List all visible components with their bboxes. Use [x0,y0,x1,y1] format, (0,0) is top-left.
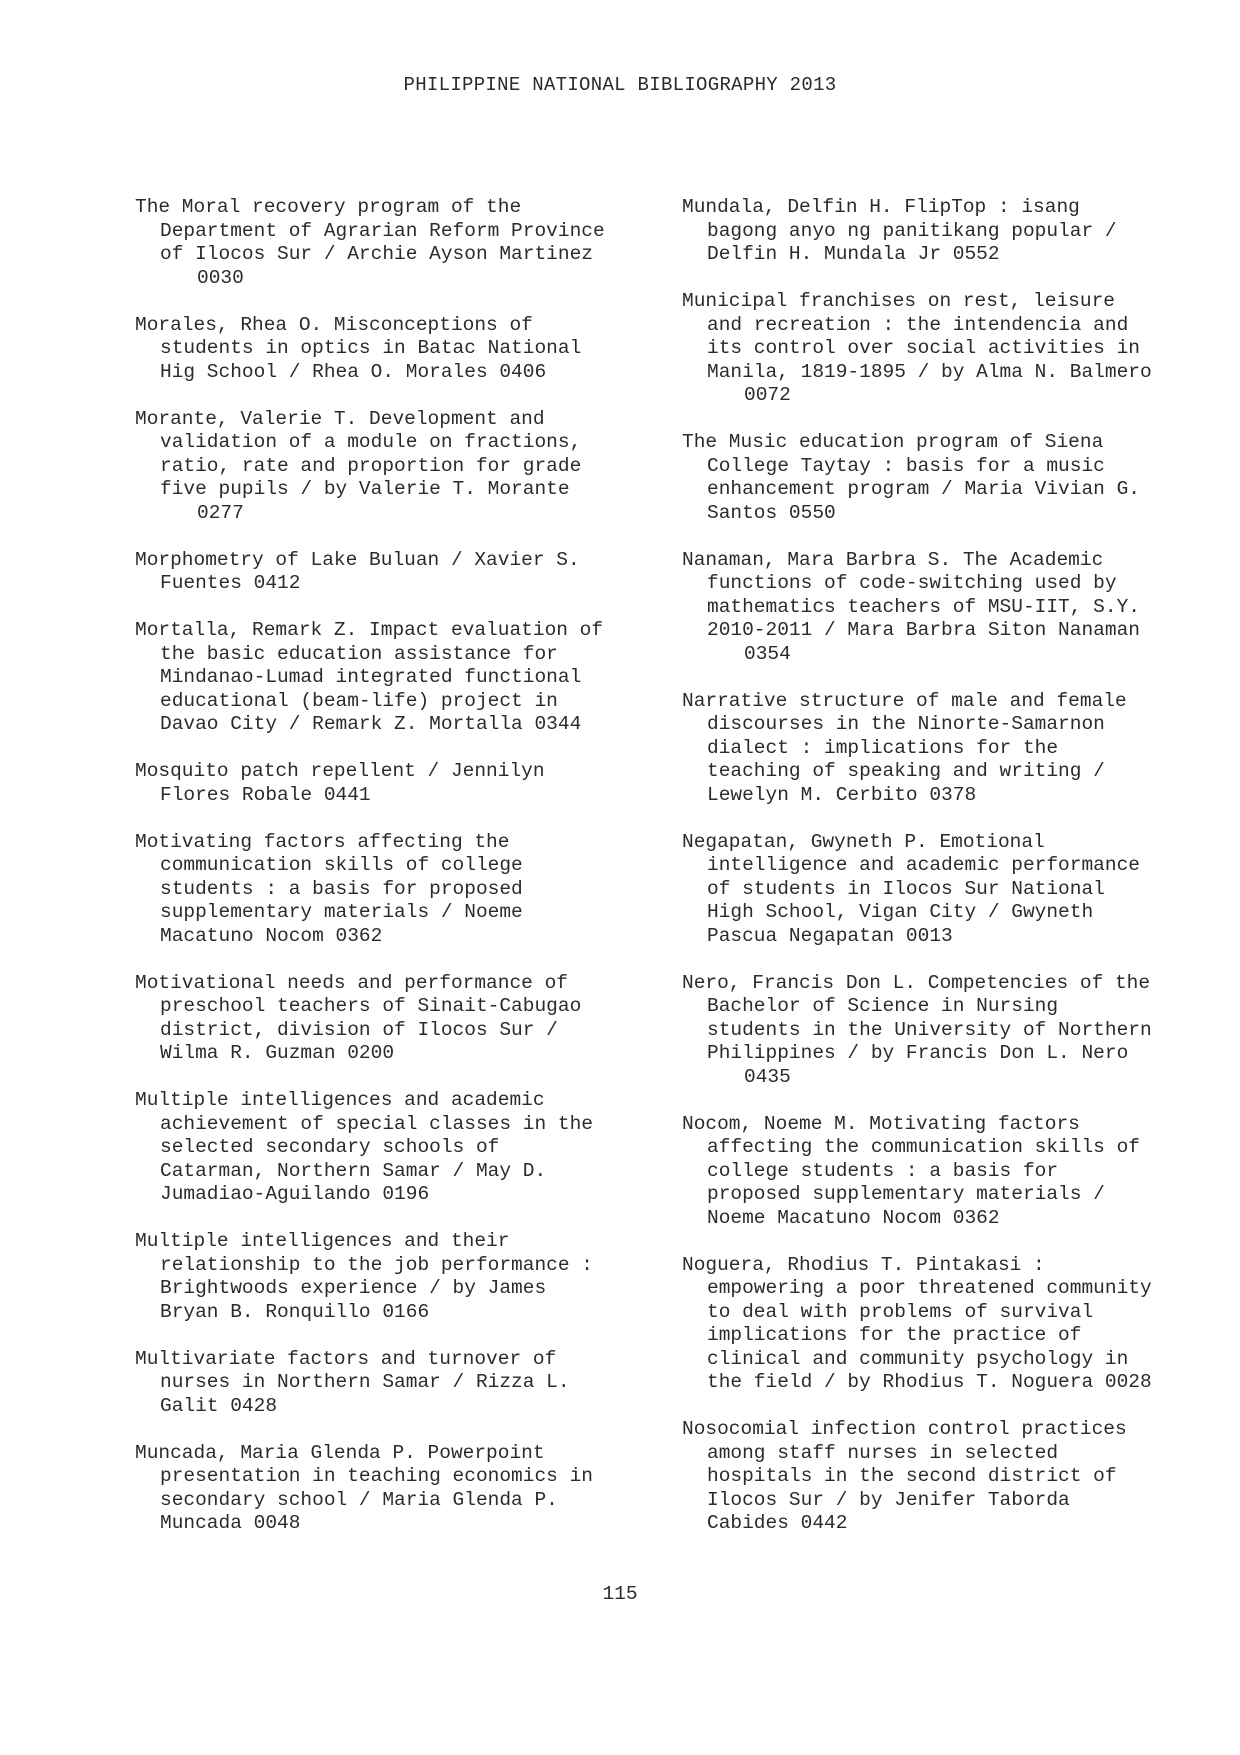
right-column [682,196,1212,1559]
bibliography-entry [682,196,1212,267]
entry-line: ratio, rate and proportion for grade [160,454,582,477]
entry-line: The Moral recovery program of the [135,196,522,218]
entry-line: preschool teachers of Sinait-Cabugao [160,995,582,1017]
bibliography-entry [135,549,665,596]
entry-line: Nocom, Noeme M. Motivating factors [682,1112,1080,1135]
entry-number: 0435 [744,1065,791,1088]
entry-line: Noguera, Rhodius T. Pintakasi : [682,1253,1045,1276]
entry-number: 0354 [744,642,791,665]
bibliography-entry [135,408,665,526]
entry-line: students in optics in Batac National [160,337,582,359]
entry-line: relationship to the job performance : [160,1253,593,1276]
entry-line: achievement of special classes in the [160,1112,593,1135]
entry-number: 0072 [744,384,791,406]
entry-line: Brightwoods experience / by James [160,1277,547,1299]
entry-line: Muncada, Maria Glenda P. Powerpoint [135,1441,545,1464]
entry-line: empowering a poor threatened community [707,1277,1152,1299]
entry-line: and recreation : the intendencia and [707,313,1129,336]
bibliography-entry [135,1089,665,1207]
entry-line: college students : a basis for [707,1159,1059,1182]
entry-line: its control over social activities in [707,337,1140,359]
entry-line: Motivational needs and performance of [135,971,568,994]
entry-line: supplementary materials / Noeme [160,901,523,923]
entry-line: educational (beam-life) project in [160,689,558,712]
entry-line: presentation in teaching economics in [160,1465,593,1487]
bibliography-entry [682,431,1212,525]
entry-line: Narrative structure of male and female [682,689,1127,712]
entry-line: district, division of Ilocos Sur / [160,1018,558,1041]
entry-line: Department of Agrarian Reform Province [160,219,605,242]
page-number: 115 [602,1583,638,1605]
entry-line: Morphometry of Lake Buluan / Xavier S. [135,548,580,571]
entry-line: Ilocos Sur / by Jenifer Taborda [707,1488,1070,1511]
entry-line: teaching of speaking and writing / [707,760,1105,782]
bibliography-entry [682,972,1212,1090]
entry-line: of Ilocos Sur / Archie Ayson Martinez [160,243,593,265]
entry-line: bagong anyo ng panitikang popular / [707,219,1117,242]
entry-line: selected secondary schools of [160,1136,500,1158]
bibliography-entry [682,1418,1212,1536]
bibliography-entry [135,1348,665,1419]
entry-line: Lewelyn M. Cerbito 0378 [707,783,977,806]
entry-line: Fuentes 0412 [160,572,301,594]
entry-line: Santos 0550 [707,501,836,524]
bibliography-entry [135,972,665,1066]
entry-line: Morales, Rhea O. Misconceptions of [135,313,533,336]
bibliography-entry [682,1113,1212,1231]
entry-line: Delfin H. Mundala Jr 0552 [707,243,1000,265]
bibliography-entry [135,1230,665,1324]
entry-line: clinical and community psychology in [707,1347,1129,1370]
bibliography-entry [135,831,665,949]
entry-line: Multiple intelligences and their [135,1230,510,1252]
entry-line: the field / by Rhodius T. Noguera 0028 [707,1371,1152,1393]
entry-line: High School, Vigan City / Gwyneth [707,901,1094,923]
entry-line: Davao City / Remark Z. Mortalla 0344 [160,713,582,735]
page-header: PHILIPPINE NATIONAL BIBLIOGRAPHY 2013 [403,74,837,96]
entry-line: the basic education assistance for [160,642,558,665]
entry-line: Galit 0428 [160,1394,278,1417]
bibliography-entry [682,831,1212,949]
entry-line: Manila, 1819-1895 / by Alma N. Balmero [707,360,1152,383]
entry-line: Flores Robale 0441 [160,783,371,806]
bibliography-entry [135,196,665,290]
bibliography-entry [682,690,1212,808]
entry-line: mathematics teachers of MSU-IIT, S.Y. [707,595,1140,618]
entry-line: among staff nurses in selected [707,1441,1059,1464]
entry-line: Philippines / by Francis Don L. Nero [707,1042,1129,1064]
entry-line: College Taytay : basis for a music [707,454,1105,477]
entry-line: Macatuno Nocom 0362 [160,924,383,947]
entry-line: dialect : implications for the [707,736,1059,759]
entry-line: Noeme Macatuno Nocom 0362 [707,1206,1000,1229]
entry-line: Nero, Francis Don L. Competencies of the [682,971,1151,994]
entry-line: Cabides 0442 [707,1512,848,1534]
entry-line: five pupils / by Valerie T. Morante [160,478,570,500]
entry-line: Municipal franchises on rest, leisure [682,290,1115,312]
bibliography-entry [135,760,665,807]
bibliography-entry [682,549,1212,667]
entry-line: Mosquito patch repellent / Jennilyn [135,760,545,782]
entry-line: Nosocomial infection control practices [682,1418,1127,1440]
entry-line: The Music education program of Siena [682,431,1104,453]
entry-line: Catarman, Northern Samar / May D. [160,1159,547,1182]
entry-line: Negapatan, Gwyneth P. Emotional [682,830,1045,853]
entry-line: Motivating factors affecting the [135,830,510,853]
entry-line: Hig School / Rhea O. Morales 0406 [160,360,547,383]
entry-line: discourses in the Ninorte-Samarnon [707,713,1105,735]
entry-line: Morante, Valerie T. Development and [135,407,545,430]
entry-line: students : a basis for proposed [160,877,523,900]
left-column [135,196,665,1559]
entry-number: 0030 [197,266,244,289]
entry-line: Mortalla, Remark Z. Impact evaluation of [135,619,604,641]
entry-line: secondary school / Maria Glenda P. [160,1488,558,1511]
entry-line: enhancement program / Maria Vivian G. [707,478,1140,500]
bibliography-entry [135,1442,665,1536]
entry-line: Pascua Negapatan 0013 [707,924,953,947]
entry-line: communication skills of college [160,854,523,876]
entry-line: Bachelor of Science in Nursing [707,995,1059,1017]
entry-line: Multiple intelligences and academic [135,1089,545,1111]
entry-line: Multivariate factors and turnover of [135,1347,557,1370]
entry-line: Mindanao-Lumad integrated functional [160,666,582,688]
entry-line: 2010-2011 / Mara Barbra Siton Nanaman [707,619,1140,641]
entry-line: Mundala, Delfin H. FlipTop : isang [682,196,1080,218]
entry-line: validation of a module on fractions, [160,431,582,453]
entry-line: affecting the communication skills of [707,1136,1140,1158]
entry-line: nurses in Northern Samar / Rizza L. [160,1371,570,1393]
entry-line: intelligence and academic performance [707,854,1140,876]
bibliography-entry [682,290,1212,408]
entry-line: Muncada 0048 [160,1512,301,1534]
entry-line: implications for the practice of [707,1324,1082,1346]
bibliography-entry [135,314,665,385]
bibliography-entry [682,1254,1212,1395]
entry-line: Wilma R. Guzman 0200 [160,1042,395,1064]
entry-line: Bryan B. Ronquillo 0166 [160,1300,430,1323]
entry-line: Jumadiao-Aguilando 0196 [160,1183,430,1205]
entry-line: Nanaman, Mara Barbra S. The Academic [682,548,1104,571]
entry-number: 0277 [197,501,244,524]
entry-line: proposed supplementary materials / [707,1183,1105,1205]
entry-line: of students in Ilocos Sur National [707,877,1105,900]
entry-line: students in the University of Northern [707,1018,1152,1041]
entry-line: functions of code-switching used by [707,572,1117,594]
entry-line: to deal with problems of survival [707,1300,1094,1323]
bibliography-entry [135,619,665,737]
entry-line: hospitals in the second district of [707,1465,1117,1487]
